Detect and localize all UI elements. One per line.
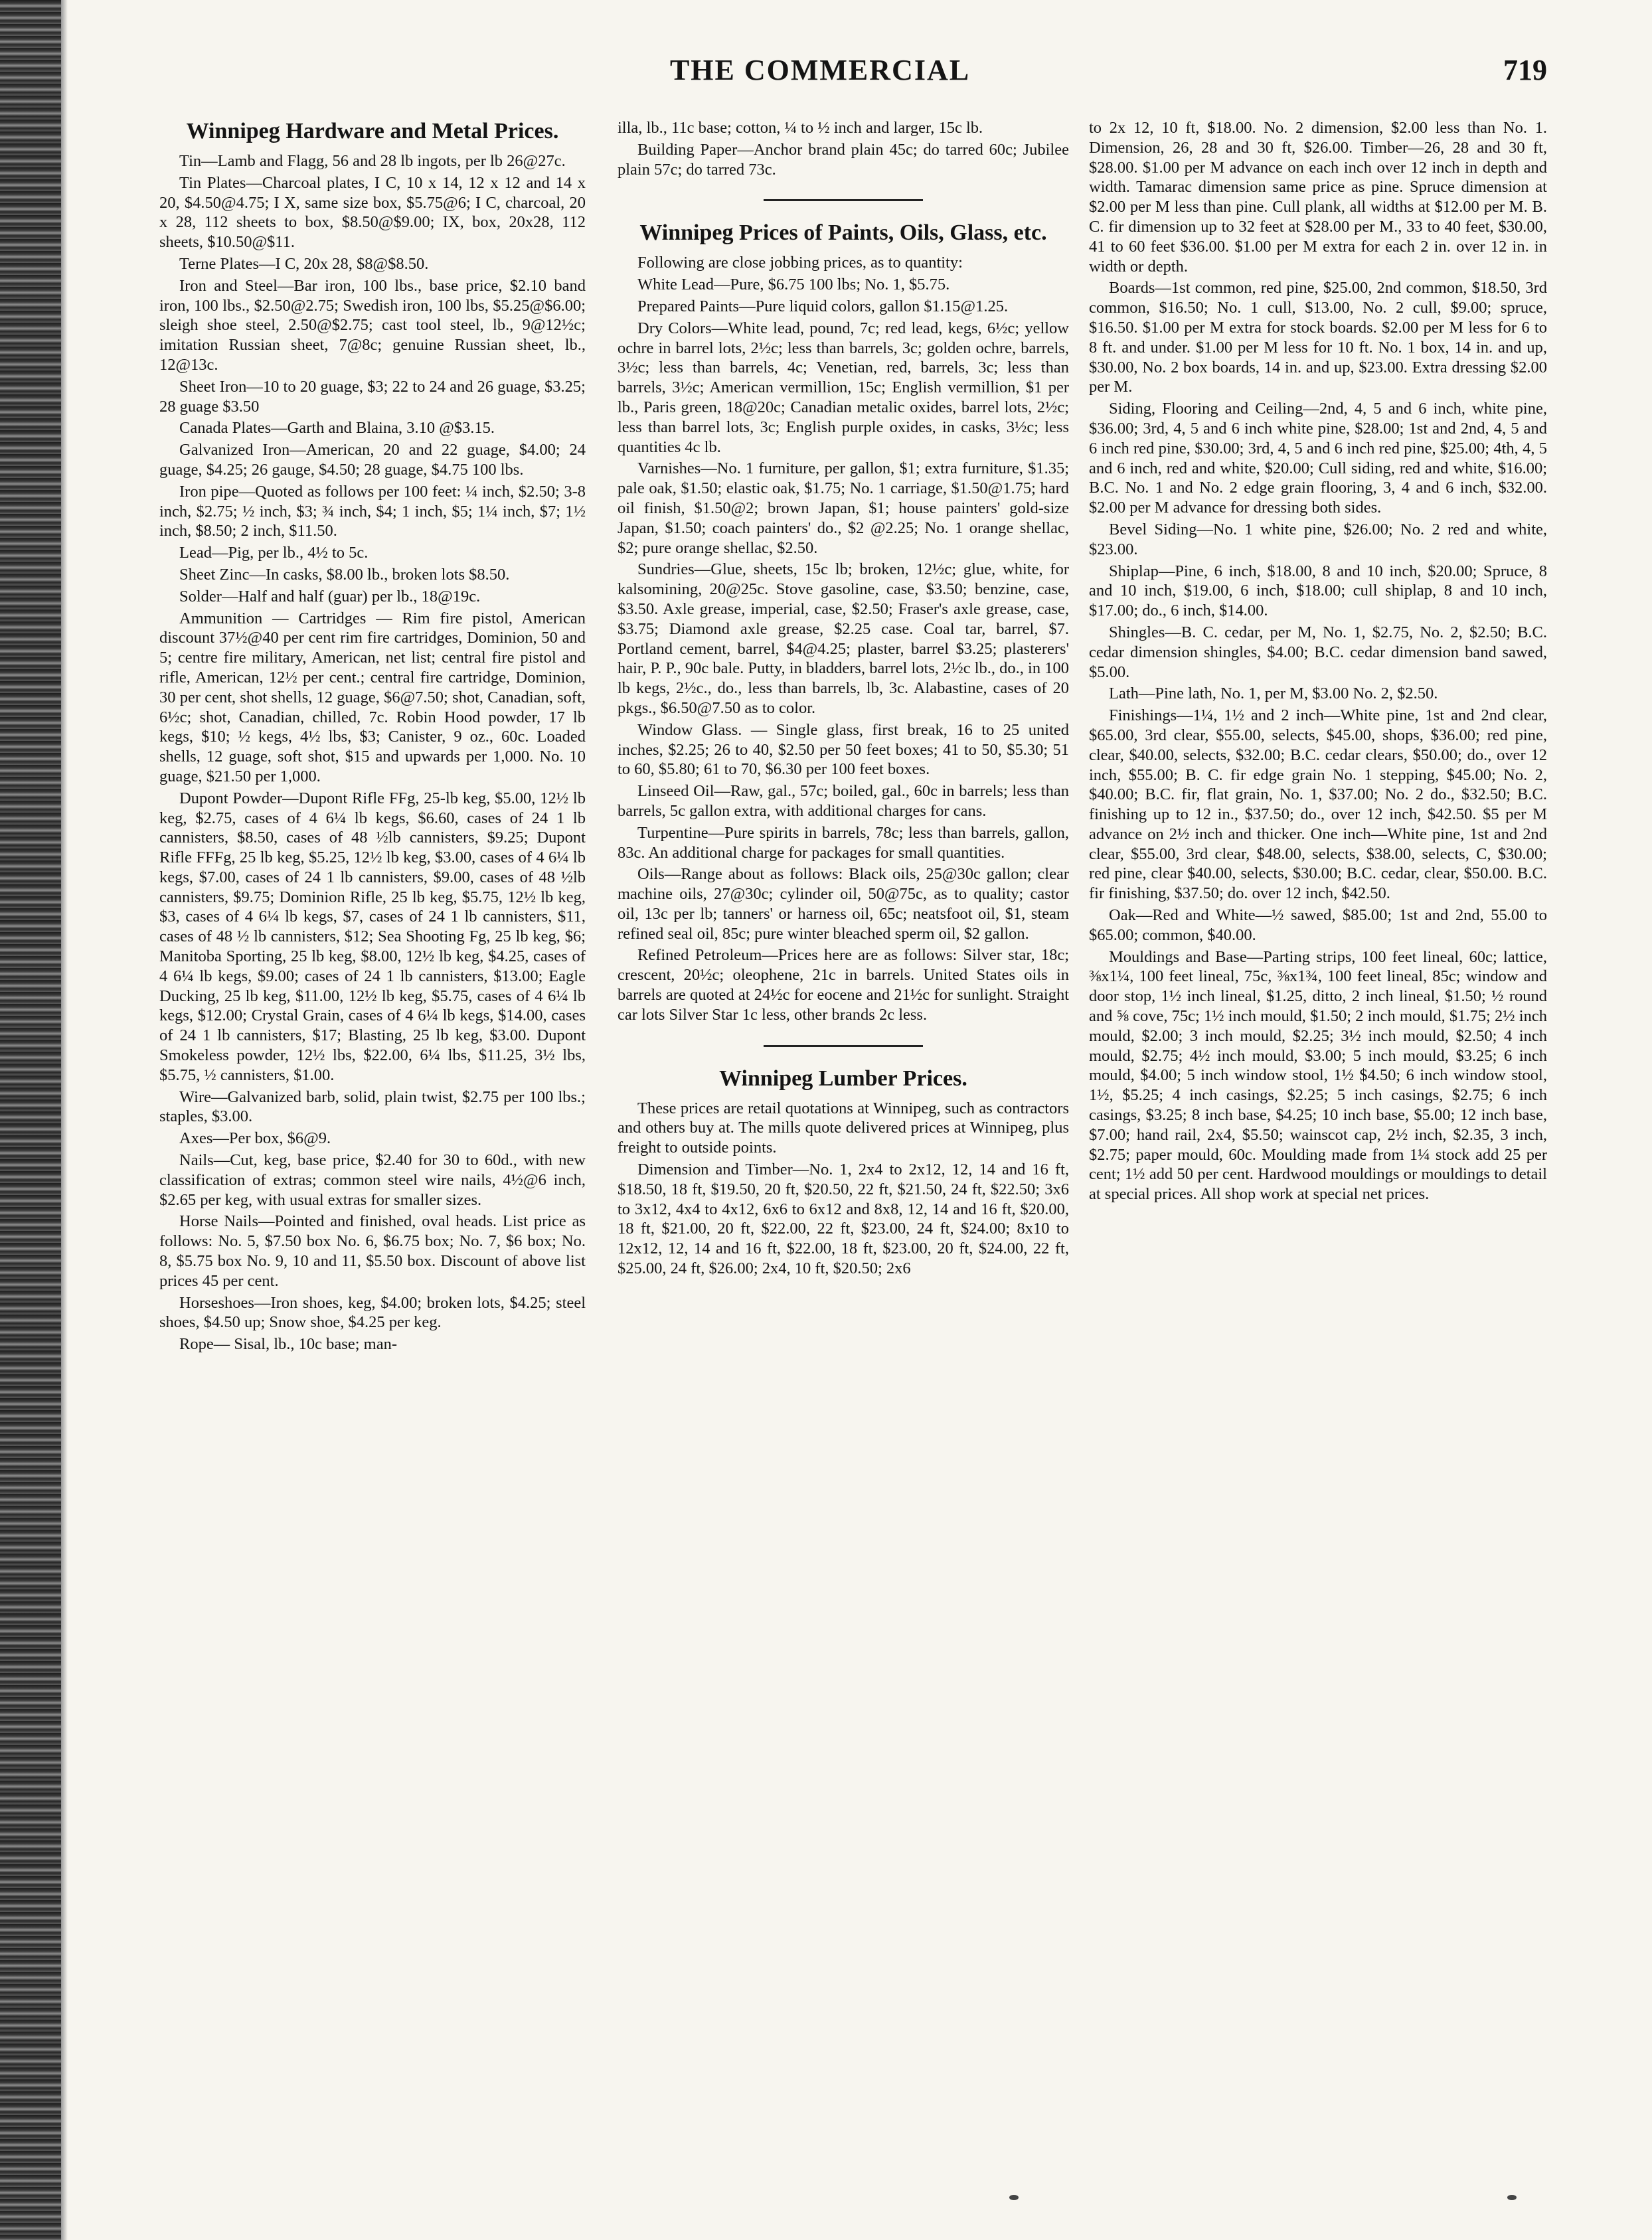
price-paragraph: Lead—Pig, per lb., 4½ to 5c. (179, 544, 369, 562)
price-paragraph: Bevel Siding—No. 1 white pine, $26.00; No. 2 red and white, $23.00. (1089, 520, 1547, 558)
price-paragraph: Wire—Galvanized barb, solid, plain twist, $2.75 per 100 lbs.; staples, $3.00. (159, 1087, 586, 1126)
section-heading-paints: Winnipeg Prices of Paints, Oils, Glass, etc. (639, 220, 1047, 246)
column-paints-and-lumber (618, 118, 1069, 2176)
publication-title: THE COMMERCIAL (669, 54, 971, 86)
price-paragraph: Building Paper—Anchor brand plain 45c; do tarred 60c; Jubilee plain 57c; do tarred 73c. (618, 140, 1069, 179)
column-lumber-continued (1089, 118, 1547, 2176)
price-paragraph: Following are close jobbing prices, as to quantity: (637, 254, 963, 272)
price-paragraph: Oak—Red and White—½ sawed, $85.00; 1st and 2nd, 55.00 to $65.00; common, $40.00. (1089, 906, 1547, 944)
price-paragraph: Sheet Iron—10 to 20 guage, $3; 22 to 24 and 26 guage, $3.25; 28 guage $3.50 (159, 377, 586, 416)
running-header (93, 53, 1547, 100)
price-paragraph: Ammunition — Cartridges — Rim fire pistol, American discount 37½@40 per cent rim fire cartridges, Dominion, 50 and 5; centre fire military, American, net list; central fire pistol and rifle, American, 12½ per cent.; central fire cartridge, Dominion, 30 per cent, shot shells, 12 guage, $6@7.50; shot, Canadian, soft, 6½c; shot, Canadian, chilled, 7c. Robin Hood powder, 17 lb kegs, $10; ½ kegs, 4½ lbs, $3; Canister, 9 oz., 60c. Loaded shells, 12 guage, soft shot, $15 and upwards per 1,000. No. 10 guage, $21.50 per 1,000. (159, 609, 586, 785)
price-paragraph: Solder—Half and half (guar) per lb., 18@19c. (179, 587, 481, 605)
price-paragraph: Rope— Sisal, lb., 10c base; man- (179, 1335, 397, 1354)
binding-shadow (61, 0, 68, 2240)
section-rule (764, 1045, 923, 1047)
price-paragraph: Terne Plates—I C, 20x 28, $8@$8.50. (179, 254, 429, 273)
price-paragraph: Iron and Steel—Bar iron, 100 lbs., base price, $2.10 band iron, 100 lbs., $2.50@2.75; Swedish iron, 100 lbs, $5.25@$6.00; sleigh shoe steel, 2.50@$2.75; cast tool steel, lb., 9@12½c; imitation Russian sheet, 7@8c; genuine Russian sheet, lb., 12@13c. (159, 276, 586, 374)
section-rule (764, 199, 923, 201)
ink-speck (1507, 2195, 1517, 2200)
column-hardware-prices (159, 118, 586, 2176)
price-paragraph: Siding, Flooring and Ceiling—2nd, 4, 5 and 6 inch, white pine, $36.00; 3rd, 4, 5 and 6 inch white pine, $28.00; 1st and 2nd, 4, 5 and 6 inch red pine, $30.00; 3rd, 4, 5 and 6 inch red pine, $25.00; 4th, 4, 5 and 6 inch, red and white, $20.00; Cull siding, red and white, $16.00; B.C. No. 1 and No. 2 edge grain flooring, 3, 4 and 6 inch, $32.00. $2.00 per M advance for dressing both sides. (1089, 400, 1547, 517)
price-paragraph: Refined Petroleum—Prices here are as follows: Silver star, 18c; crescent, 20½c; oleophene, 21c in barrels. United States oils in barrels are quoted at 24½c for eocene and 21½c for sunlight. Straight car lots Silver Star 1c less, other brands 2c less. (618, 946, 1069, 1024)
price-paragraph: Turpentine—Pure spirits in barrels, 78c; less than barrels, gallon, 83c. An additional charge for packages for small quantities. (618, 823, 1069, 862)
price-paragraph: Shingles—B. C. cedar, per M, No. 1, $2.75, No. 2, $2.50; B.C. cedar dimension shingles, $4.00; B.C. cedar dimension band sawed, $5.00. (1089, 623, 1547, 681)
price-paragraph: Canada Plates—Garth and Blaina, 3.10 @$3.15. (179, 419, 495, 438)
price-paragraph: Iron pipe—Quoted as follows per 100 feet: ¼ inch, $2.50; 3-8 inch, $2.75; ½ inch, $3; ¾ inch, $4; 1 inch, $5; 1¼ inch, $7; 1½ inch, $8.50; 2 inch, $11.50. (159, 482, 586, 540)
price-paragraph: Horseshoes—Iron shoes, keg, $4.00; broken lots, $4.25; steel shoes, $4.50 up; Snow shoe, $4.25 per keg. (159, 1293, 586, 1332)
price-paragraph: Oils—Range about as follows: Black oils, 25@30c gallon; clear machine oils, 27@30c; cylinder oil, 50@75c, as to quality; castor oil, 13c per lb; tanners' or harness oil, 65c; neatsfoot oil, $1, steam refined seal oil, 85c; pure winter bleached sperm oil, $2 gallon. (618, 865, 1069, 943)
price-paragraph: Axes—Per box, $6@9. (179, 1129, 331, 1148)
price-paragraph: Nails—Cut, keg, base price, $2.40 for 30 to 60d., with new classification of extras; common steel wire nails, 4½@6 inch, $2.65 per keg, with usual extras for smaller sizes. (159, 1151, 586, 1209)
price-paragraph: Lath—Pine lath, No. 1, per M, $3.00 No. 2, $2.50. (1109, 684, 1438, 703)
price-paragraph: Boards—1st common, red pine, $25.00, 2nd common, $18.50, 3rd common, $16.50; No. 1 cull, $13.00, No. 2 cull, $9.00; spruce, $16.50. $1.00 per M extra for stock boards. $2.00 per M less for 6 to 8 ft. and under. $1.00 per M less for 10 ft. No. 1 box, 14 in. and up, $30.00, No. 2 box boards, 14 in. and up, $23.00. Extra dressing $2.00 per M. (1089, 279, 1547, 396)
ink-speck (1009, 2195, 1019, 2200)
continued-paragraph: to 2x 12, 10 ft, $18.00. No. 2 dimension, $2.00 less than No. 1. Dimension, 26, 28 and 30 ft, $26.00. Timber—26, 28 and 30 ft, $28.00. $1.00 per M advance on each inch over 12 inch in depth and width. Tamarac dimension same price as pine. Spruce dimension at $2.00 per M less than pine. Cull plank, all widths at $12.00 per M. B. C. fir dimension up to 32 feet at $28.00 per M., 33 to 40 feet, $30.00, 41 to 60 feet $36.00. $1.00 per M extra for each 2 in. over 12 in. in width or depth. (1089, 119, 1547, 276)
price-paragraph: Dimension and Timber—No. 1, 2x4 to 2x12, 12, 14 and 16 ft, $18.50, 18 ft, $19.50, 20 ft, $20.50, 22 ft, $21.50, 24 ft, $22.50; 3x6 to 3x12, 4x4 to 4x12, 6x6 to 6x12 and 8x8, 12, 14 and 16 ft, $20.00, 18 ft, $21.00, 20 ft, $22.00, 22 ft, $23.00, 24 ft, $24.00; 8x10 to 12x12, 12, 14 and 16 ft, $22.00, 18 ft, $23.00, 20 ft, $24.00, 22 ft, $25.00, 24 ft, $26.00; 2x4, 10 ft, $20.50; 2x6 (618, 1160, 1069, 1278)
price-paragraph: Tin—Lamb and Flagg, 56 and 28 lb ingots, per lb 26@27c. (179, 152, 566, 170)
price-paragraph: Tin Plates—Charcoal plates, I C, 10 x 14, 12 x 12 and 14 x 20, $4.50@4.75; I X, same size box, $5.75@6; I C, charcoal, 20 x 28, 112 sheets to box, $8.50@$9.00; IX, box, 20x28, 112 sheets, $10.50@$11. (159, 173, 586, 252)
price-paragraph: These prices are retail quotations at Winnipeg, such as contractors and others buy at. The mills quote delivered prices at Winnipeg, plus freight to outside points. (618, 1099, 1069, 1157)
continued-paragraph: illa, lb., 11c base; cotton, ¼ to ½ inch and larger, 15c lb. (618, 119, 983, 137)
binding-edge (0, 0, 61, 2240)
price-paragraph: Finishings—1¼, 1½ and 2 inch—White pine, 1st and 2nd clear, $65.00, 3rd clear, $55.00, selects, $45.00, shops, $36.00; red pine, clear, $40.00, selects, $32.00; B.C. cedar clears, $50.00; do., over 12 inch, $55.00; B. C. fir edge grain No. 1 stepping, $45.00; No. 2, $40.00; B.C. fir, flat grain, No. 1, $37.00; No. 2 do., $32.50; B.C. finishing up to 12 in., $37.50; do., over 12 inch, $42.50. $5 per M advance on 2½ inch and thicker. One inch—White pine, 1st and 2nd clear, $55.00, 3rd clear, $48.00, selects, $38.00, selects, C, $30.00; red pine, clear $40.00, selects, $30.00; B.C. cedar, clear, $50.00. B.C. fir finishing, $37.50; do. over 12 inch, $42.50. (1089, 706, 1547, 903)
section-heading-hardware: Winnipeg Hardware and Metal Prices. (186, 119, 559, 143)
price-paragraph: Linseed Oil—Raw, gal., 57c; boiled, gal., 60c in barrels; less than barrels, 5c gallon extra, with additional charges for cans. (618, 782, 1069, 820)
price-paragraph: Dry Colors—White lead, pound, 7c; red lead, kegs, 6½c; yellow ochre in barrel lots, 2½c; less than barrels, 3c; golden ochre, barrels, 3½c; less than barrels, 4c; Venetian, red, barrels, 3c; less than barrels, 3½c; American vermillion, 15c; English vermillion, $1 per lb., Paris green, 18@20c; Canadian metalic oxides, barrel lots, 2½c; less than barrel lots, 3c; English purple oxides, in casks, 3½c; less quantities 4c lb. (618, 319, 1069, 456)
section-heading-lumber: Winnipeg Lumber Prices. (719, 1066, 967, 1091)
price-paragraph: Dupont Powder—Dupont Rifle FFg, 25-lb keg, $5.00, 12½ lb keg, $2.75, cases of 4 6¼ lb kegs, $6.60, cases of 24 1 lb cannisters, $8.50, cases of 48 ½lb cannisters, $9.25; Dupont Rifle FFFg, 25 lb keg, $5.25, 12½ lb keg, $3.00, cases of 4 6¼ lb kegs, $7.00, cases of 24 1 lb cannisters, $9.00, cases of 48 ½lb cannisters, $9.75; Dominion Rifle, 25 lb keg, $5.75, 12½ lb keg, $3, cases of 4 6¼ lb kegs, $7, cases of 24 1 lb cannisters, $11, cases of 48 ½ lb cannisters, $12; Sea Shooting Fg, 25 lb keg, $6; Manitoba Sporting, 25 lb keg, $8.00, 12½ lb keg, $4.25, cases of 4 6¼ lb kegs, $9.00; cases of 24 1 lb cannisters, $13.00; Eagle Ducking, 25 lb keg, $11.00, 12½ lb keg, $5.75, cases of 4 6¼ lb kegs, $12.00; Crystal Grain, cases of 4 6¼ lb kegs, $14.00, cases of 24 1 lb cannisters, $17; Blasting, 25 lb keg, $3.00. Dupont Smokeless powder, 12½ lbs, $22.00, 6¼ lbs, $11.25, 3½ lbs, $5.75, ½ cannisters, $1.00. (159, 789, 586, 1084)
price-paragraph: Horse Nails—Pointed and finished, oval heads. List price as follows: No. 5, $7.50 box No. 6, $6.75 box; No. 7, $6 box; No. 8, $5.75 box No. 9, 10 and 11, $5.50 box. Discount of above list prices 45 per cent. (159, 1212, 586, 1290)
price-paragraph: Varnishes—No. 1 furniture, per gallon, $1; extra furniture, $1.35; pale oak, $1.50; elastic oak, $1.75; No. 1 carriage, $1.50@1.75; hard oil finish, $1.50@2; brown Japan, $1; house painters' gold-size Japan, $1.50; coach painters' do., $2 @2.25; No. 1 orange shellac, $2; pure orange shellac, $2.50. (618, 459, 1069, 557)
price-paragraph: Prepared Paints—Pure liquid colors, gallon $1.15@1.25. (637, 297, 1009, 315)
price-paragraph: Sundries—Glue, sheets, 15c lb; broken, 12½c; glue, white, for kalsomining, 20@25c. Stove gasoline, case, $3.50; benzine, case, $3.50. Axle grease, imperial, case, $2.50; Fraser's axle grease, case, $3.75; Diamond axle grease, $2.25 case. Coal tar, barrel, $7. Portland cement, barrel, $4@4.25; plaster, barrel $3.25; plasterers' hair, P. P., 90c bale. Putty, in bladders, barrel lots, 2½c lb., do., in 100 lb kegs, 2½c., do., less than barrels, lb, 3c. Alabastine, cases of 20 pkgs., $6.50@7.50 as to color. (618, 560, 1069, 717)
price-paragraph: Sheet Zinc—In casks, $8.00 lb., broken lots $8.50. (179, 565, 510, 584)
price-paragraph: Galvanized Iron—American, 20 and 22 guage, $4.00; 24 guage, $4.25; 26 gauge, $4.50; 28 guage, $4.75 100 lbs. (159, 441, 586, 479)
price-paragraph: Window Glass. — Single glass, first break, 16 to 25 united inches, $2.25; 26 to 40, $2.50 per 50 feet boxes; 41 to 50, $5.30; 51 to 60, $5.80; 61 to 70, $6.30 per 100 feet boxes. (618, 720, 1069, 779)
page-number: 719 (1503, 54, 1547, 86)
price-paragraph: Shiplap—Pine, 6 inch, $18.00, 8 and 10 inch, $20.00; Spruce, 8 and 10 inch, $19.00, 6 inch, $18.00; cull shiplap, 8 and 10 inch, $17.00; do., 6 inch, $14.00. (1089, 562, 1547, 620)
price-paragraph: Mouldings and Base—Parting strips, 100 feet lineal, 60c; lattice, ⅜x1¼, 100 feet lineal, 75c, ⅜x1¾, 100 feet lineal, 85c; window and door stop, 1½ inch lineal, $1.25, ditto, 2 inch lineal, $1.50; ½ round and ⅝ cove, 75c; 1½ inch mould, $1.50; 2 inch mould, $1.75; 2½ inch mould, $2.00; 3 inch mould, $2.25; 3½ inch mould, $2.50; 4 inch mould, $2.75; 4½ inch mould, $3.00; 5 inch mould, $3.25; 6 inch mould, $4.00; 5 inch window stool, 1½ $4.50; 6 inch window stool, 1½, $5.25; 4 inch casings, $2.25; 5 inch casings, $2.75; 6 inch casings, $3.25; 8 inch base, $4.25; 10 inch base, $5.00; 12 inch base, $7.00; hand rail, 2x4, $5.50; wainscot cap, 2½ inch, $2.35, 3 inch, $2.75; paper mould, 60c. Moulding made from 1¼ stock add 25 per cent; 1½ add 50 per cent. Hardwood mouldings or mouldings to detail at special prices. All shop work at special net prices. (1089, 947, 1547, 1204)
price-paragraph: White Lead—Pure, $6.75 100 lbs; No. 1, $5.75. (637, 276, 950, 294)
